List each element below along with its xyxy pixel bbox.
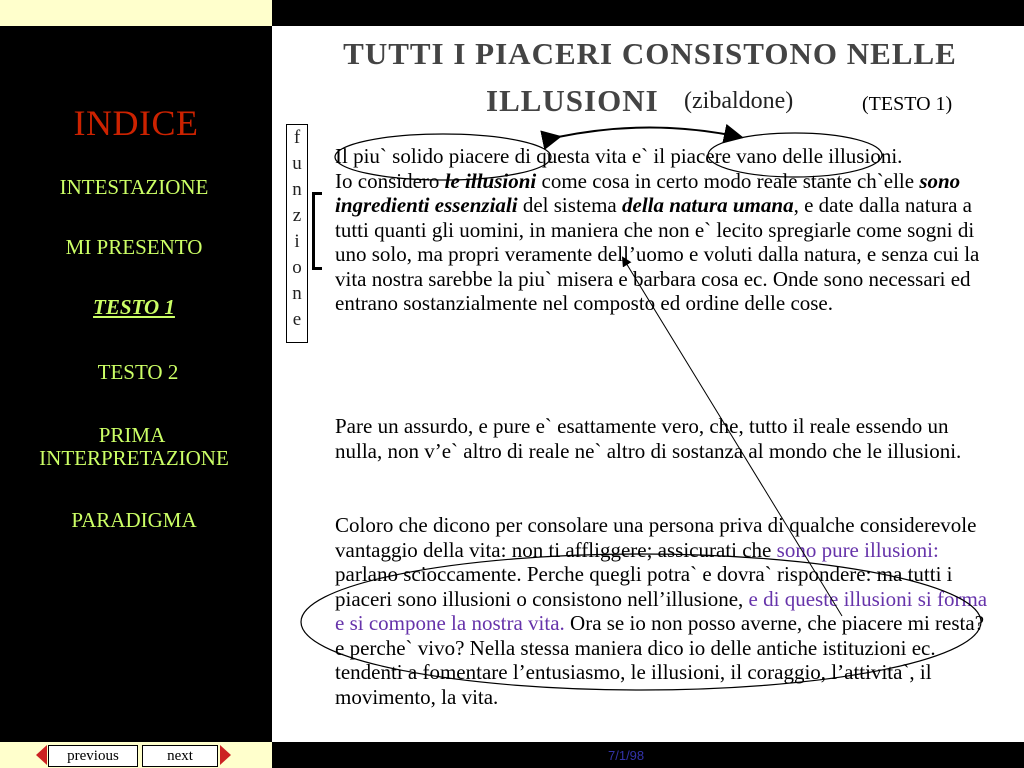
p3-highlight-2: e di queste illusioni si forma e si compone la nostra vita. [335,586,988,635]
vertical-letter: n [292,179,302,200]
double-arrow-icon [558,128,740,138]
circle-annotation-paragraph [301,554,981,690]
p1-d: come cosa in certo modo reale stante ch`elle [536,168,920,193]
page-title-line2: ILLUSIONI [486,83,659,118]
p1-h: , e date dalla natura a tutti quanti gli uomini, in maniera che non e` lecito spregiarle come sogni di uno solo, ma propri veramente dell’uomo e voluti dalla natura, e senza cui la vita nostra sarebbe la piu` misera e barbara cosa ec. Onde sono necessari ed entrano sostanzialmente nel composto ed ordine delle cose. [335,193,980,315]
p3-c: parlano scioccamente. Perche quegli potra` e dovra` rispondere: ma tutti i piaceri sono illusioni o consistono nell’illusione, [335,562,953,611]
sidebar-item-mi-presento[interactable]: MI PRESENTO [65,235,203,259]
p1-c: le illusioni [444,168,537,193]
sidebar-item-paradigma[interactable]: PARADIGMA [71,508,197,532]
vertical-letter: z [292,205,302,226]
vertical-letter: i [294,231,300,252]
text-tag: (TESTO 1) [862,93,953,115]
sidebar-item-testo-1[interactable]: TESTO 1 [93,295,175,319]
vertical-letter: f [293,127,301,148]
p1-f: del sistema [517,193,623,217]
page-subtitle: (zibaldone) [684,88,794,114]
pointer-arrow-icon [623,258,842,616]
p1-g: della natura umana [622,193,794,217]
sidebar-item-testo-2[interactable]: TESTO 2 [97,360,179,384]
sidebar-item-intestazione[interactable]: INTESTAZIONE [59,175,209,199]
paragraph-2: Pare un assurdo, e pure e` esattamente vero, che, tutto il reale essendo un nulla, non v’e` altro di reale ne` altro di sostanza al mondo che le illusioni. [335,414,962,463]
vertical-letter: n [292,283,302,304]
circle-annotation-illusioni [708,133,882,177]
next-button[interactable]: next [142,745,218,767]
vertical-letter: e [292,309,302,330]
vertical-letter: o [292,257,302,278]
p1-b: Io considero [335,168,445,193]
slide-date: 7/1/98 [608,748,645,763]
sidebar-title: INDICE [73,103,199,143]
circle-annotation-piacere [335,134,551,180]
p3-highlight-1: sono pure illusioni: [776,537,939,562]
sidebar-item-prima[interactable]: PRIMA [98,423,166,447]
sidebar-item-interpretazione[interactable]: INTERPRETAZIONE [39,446,229,470]
vertical-letter: u [292,153,302,174]
p3-e: Ora se io non posso averne, che piacere mi resta? e perche` vivo? Nella stessa maniera dico io delle antiche istituzioni ec. tendenti a fomentare l’entusiasmo, le illusioni, il coraggio, l’attivita`, il movimento, la vita. [335,611,985,709]
previous-button[interactable]: previous [48,745,138,767]
p3-a: Coloro che dicono per consolare una persona priva di qualche considerevole vantaggio della vita: non ti affliggere; assicurati che [335,513,977,562]
page-title-line1: TUTTI I PIACERI CONSISTONO NELLE [343,36,957,71]
p1-a: Il piu` solido piacere di questa vita e` il piacere vano delle illusioni. [335,144,903,168]
p1-e: sono ingredienti essenziali [335,168,961,217]
